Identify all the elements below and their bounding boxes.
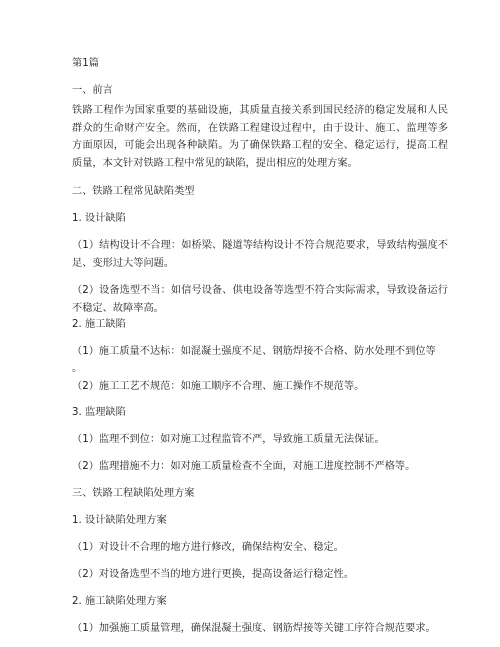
design-defect-item-1: （1）结构设计不合理：如桥梁、隧道等结构设计不符合规范要求，导致结构强度不足、变形过大等问题。 [72, 240, 448, 269]
document-title: 第1篇 [72, 58, 99, 69]
subheading-construction-defects: 2. 施工缺陷 [72, 319, 126, 330]
design-solution-item-1: （1）对设计不合理的地方进行修改，确保结构安全、稳定。 [72, 542, 344, 553]
section-heading-solutions: 三、铁路工程缺陷处理方案 [72, 488, 195, 499]
section-heading-defect-types: 二、铁路工程常见缺陷类型 [72, 186, 195, 197]
design-solution-item-2: （2）对设备选型不当的地方进行更换，提高设备运行稳定性。 [72, 569, 355, 580]
subheading-supervision-defects: 3. 监理缺陷 [72, 407, 126, 418]
supervision-defect-item-2: （2）监理措施不力：如对施工质量检查不全面，对施工进度控制不严格等。 [72, 461, 416, 472]
construction-defect-item-1-end: 。 [72, 363, 83, 374]
construction-defect-item-1: （1）施工质量不达标：如混凝土强度不足、钢筋焊接不合格、防水处理不到位等 [72, 346, 436, 357]
intro-paragraph: 铁路工程作为国家重要的基础设施，其质量直接关系到国民经济的稳定发展和人民群众的生命财产安全。然而，在铁路工程建设过程中，由于设计、施工、监理等多方面原因，可能会出现各种缺陷。为了确保铁路工程的安全、稳定运行，提高工程质量，本文针对铁路工程中常见的缺陷，提出相应的处理方案。 [72, 105, 448, 169]
subheading-construction-solutions: 2. 施工缺陷处理方案 [72, 596, 167, 607]
design-defect-item-2: （2）设备选型不当：如信号设备、供电设备等选型不符合实际需求，导致设备运行不稳定、故障率高。 [72, 285, 448, 314]
supervision-defect-item-1: （1）监理不到位：如对施工过程监管不严，导致施工质量无法保证。 [72, 434, 385, 445]
subheading-design-solutions: 1. 设计缺陷处理方案 [72, 515, 167, 526]
construction-defect-item-2: （2）施工工艺不规范：如施工顺序不合理、施工操作不规范等。 [72, 381, 365, 392]
section-heading-preface: 一、前言 [72, 85, 113, 96]
subheading-design-defects: 1. 设计缺陷 [72, 213, 126, 224]
construction-solution-item-1: （1）加强施工质量管理，确保混凝土强度、钢筋焊接等关键工序符合规范要求。 [72, 623, 436, 634]
